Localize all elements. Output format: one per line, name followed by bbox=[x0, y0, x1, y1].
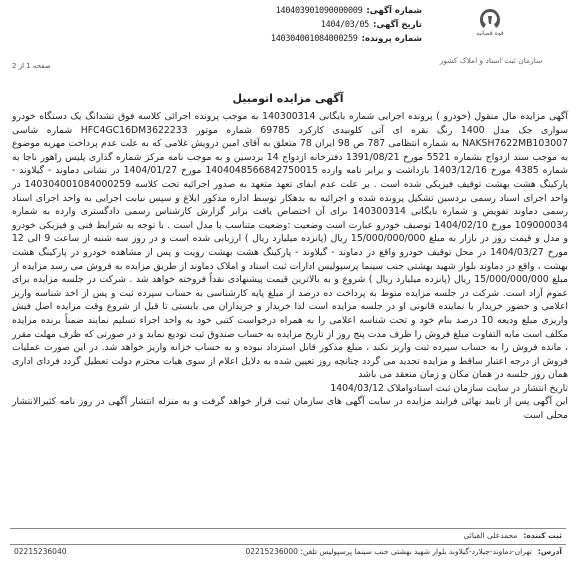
address-label: آدرس: bbox=[537, 547, 562, 556]
ad-number: 140403901090000009 bbox=[275, 6, 363, 16]
phone-value: 02215236040 bbox=[14, 547, 67, 556]
footer-unit-row bbox=[14, 531, 562, 540]
address-group bbox=[245, 547, 562, 556]
ad-number-label: شماره آگهی: bbox=[366, 6, 422, 16]
ad-footer bbox=[0, 528, 576, 560]
registrar-label: ثبت کننده: bbox=[523, 531, 562, 540]
ad-date-row bbox=[262, 18, 422, 32]
case-number: 140304001084000259 bbox=[270, 34, 358, 44]
ad-metadata bbox=[262, 4, 422, 46]
case-number-label: شماره پرونده: bbox=[361, 34, 422, 44]
ad-number-row bbox=[262, 4, 422, 18]
footer-divider bbox=[10, 528, 566, 529]
registrar-group bbox=[464, 531, 562, 540]
case-number-row bbox=[262, 32, 422, 46]
svg-text:قوه قضائیه: قوه قضائیه bbox=[476, 30, 504, 36]
footer-address-row bbox=[14, 547, 562, 556]
judiciary-emblem-icon bbox=[470, 6, 510, 36]
page-title: آگهی مزایده اتومبیل bbox=[232, 92, 344, 105]
org-name: سازمان ثبت اسناد و املاک کشور bbox=[439, 56, 543, 65]
ad-body bbox=[12, 110, 568, 423]
closing-note: این آگهی پس از تایید نهائی فرایند مزایده در سایت آگهی های سازمان ثبت قرار خواهد گرفت و به منزله انتشار آگهی در روز نامه کثیرالانتشار محلی است bbox=[12, 396, 568, 422]
publication-date-line: تاریخ انتشار در سایت سازمان ثبت اسنادواملاک 1404/03/12 bbox=[330, 382, 568, 394]
registrar-value: محمدعلی الفبائی bbox=[463, 531, 518, 540]
address-value: تهران-دماوند-جیلارد-گیلاوند بلوار شهید بهشتی جنب سینما پرسپولیس تلفن: 02215236000 bbox=[245, 547, 532, 556]
footer-divider bbox=[10, 544, 566, 545]
ad-body-paragraph: آگهی مزایده مال منقول (خودرو ) پرونده اجرایی شماره بایگانی 140300314 به موجب پرونده اجرائی کلاسه فوق تشدانگ یک دستگاه خودرو سواری جک مدل 1400 رنگ نقره ای آتی کلوبیدی کارکرد 69785 شماره موتور HFC4GC16DM3622233 شماره شاسی NAKSH7622MB103007 به شماره انتظامی 787 ص 98 ایران 78 متعلق به آقای امین درویش غلامی که به علت عدم پرداخت مهریه موضوع به موجب سند ازدواج بشماره 5521 مورخ 1391/08/21 دفترخانه ازدواج 14 بردسین و به موجب نامه مرکز شماره گذاری پلیس راهور ناجا به شماره 4385 مورخ 1403/12/16 بازداشت و برابر نامه وارده 1404048566842750015 مورخ 1404/01/27 در نشانی دماوند - گیلاوند - پارکینگ هشت بهشت توقیف فیزیکی شده است . بر علت عدم ایفای تعهد متعهد به صدور اجرائیه تحت کلاسه 140304001084000259 در واحد اجرای اسناد رسمی بردسین تشکیل پرونده شده و اجرائیه به بدهکار توسط اداره مذکور ابلاغ و سپس نیابت اجرایی به واحد اجرای اسناد رسمی دماوند تفویض و شماره بایگانی 140300314 برای آن اختصاص یافت برابر گزارش کارشناس رسمی دادگستری وارده به شماره 109000034 مورخ 1404/02/10 توصیف خودرو عبارت است وضعیت :وضعیت متناسب با مدل است . با توجه به شرایط فنی و فیزیکی خودرو و مدل و قیمت روز در بازار به مبلغ 15/000/000/000 ریال (پانزده میلیارد ریال ) ارزیابی شده است و در روز سه شنبه از ساعت 9 الی 12 مورخ 1404/03/27 در محل توقیف خودرو واقع در دماوند - گیلاوند - پارکینگ هشت بهشت رویت و پس از مشاهده خودرو در پارکینگ هشت بهشت ، واقع در دماوند بلوار شهید بهشتی جنب سینما پرسپولیس ادارات ثبت اسناد و املاک دماوند از طریق مزایده به فروش می رسد مزایده از مبلغ 15/000/000/000 ریال (پانزده میلیارد ریال ) شروع و به بالاترین قیمت پیشنهادی نقداً فروخته خواهد شد . شرکت در جلسه مزایده برای عموم آزاد است. شرکت در جلسه مزایده منوط به پرداخت ده درصد از مبلغ پایه کارشناسی به حساب سپرده ثبت و پس از اخذ شناسه واریز اعلامی و حضور خریدار یا نماینده قانونی او در جلسه مزایده است لذا خریدار و خریداران می بایستی تا قبل از شروع وقت مزایده اصل فیش واریزی مبلغ ودیعه 10 درصد بنام خود و تحت شناسه اعلامی را به همراه درخواست کتبی خود به واحد اجراء تسلیم نمایند ضمناً برنده مزایده مکلف است مابه التفاوت مبلغ فروش را ظرف مدت پنج روز از تاریخ مزایده به حساب صندوق ثبت تودیع نماید و در صورتی که ظرف مهلت مقرر ، مانده فروش را به حساب سپرده ثبت واریز نکند ، مبلغ مذکور قابل استرداد نبوده و به حساب خزانه واریز خواهد شد. در این صورت عملیات فروش از درجه اعتبار ساقط و مزایده تجدید می گردد چنانچه روز تعیین شده به دلایل اعلام از سوی هیات محترم دولت تعطیل گردد فردای اداری همان روز جلسه در همان مکان و زمان منعقد می باشد bbox=[12, 111, 569, 381]
page-indicator: صفحه 1 از 2 bbox=[12, 62, 51, 70]
ad-date: 1404/03/05 bbox=[320, 20, 369, 30]
ad-date-label: تاریخ آگهی: bbox=[372, 20, 422, 30]
